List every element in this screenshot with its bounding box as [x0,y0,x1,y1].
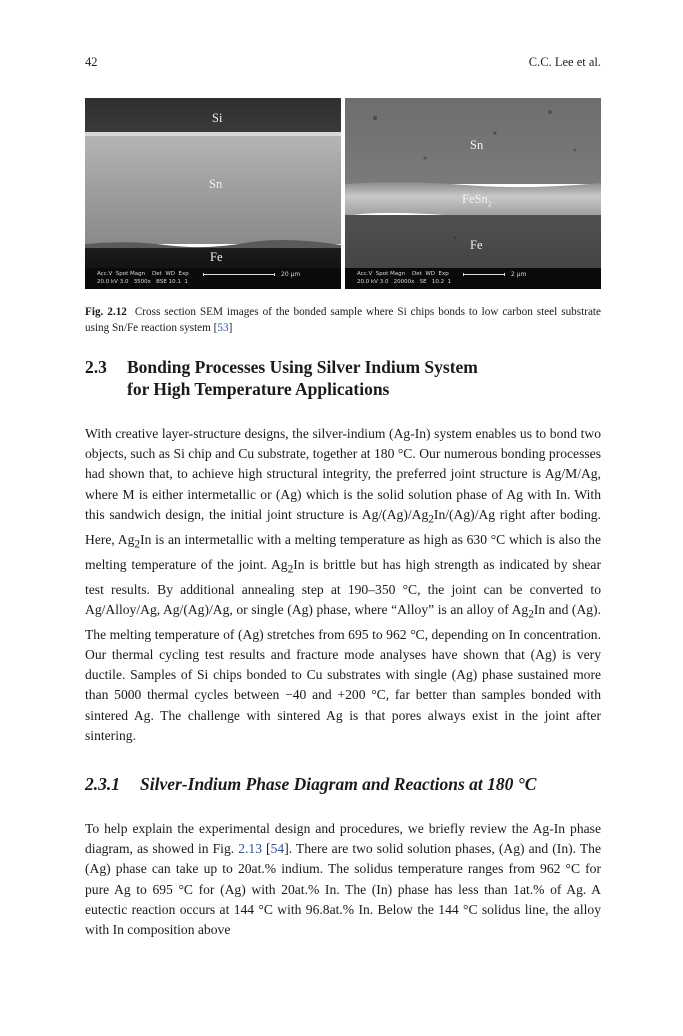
label-fesn2 [462,192,492,209]
para2-text-3: ]. There are two solid solution phases, (Ag) and (In). The (Ag) phase can take up to 20at.% indium. The solidus temperature ranges from 962 °C for pure Ag to 695 °C for (Ag) with 20at.% In. The (In) phase has less than 1at.% of Ag. A eutectic reaction occurs at 144 °C with 96.8at.% In. Below the 144 °C solidus line, the alloy with In composition above [85,841,601,938]
info-values: 20.0 kV 3.0 20000x SE 10.2 1 [357,279,452,285]
label-sn: Sn [209,177,223,191]
para1-text-2: In/(Ag)/Ag right after boding. Here, Ag [85,506,601,547]
caption-label: Fig. 2.12 [85,306,127,318]
label-fe: Fe [470,238,483,252]
subsection-title: Silver-Indium Phase Diagram and Reactions at 180 °C [140,774,537,794]
scale-label: 2 µm [511,271,527,278]
subscript: 2 [528,608,534,621]
label-si: Si [212,111,223,125]
section-title-line1: Bonding Processes Using Silver Indium System [127,357,478,377]
scale-bar [203,273,275,276]
para1-text-4: In is brittle but has high strength as indicated by shear test results. By additional annealing step at 190–350 °C, the joint can be converted to Ag/Alloy/Ag, Ag/(Ag)/Ag, or single (Ag) phase, where “Alloy” is an alloy of Ag [85,556,601,617]
section-title-line2: for High Temperature Applications [127,379,390,399]
figure-caption [85,304,601,336]
scale-label: 20 µm [281,271,301,278]
sem-image-right [345,98,601,289]
subscript: 2 [134,538,141,551]
para2-text-1: To help explain the experimental design and procedures, we briefly review the Ag-In phase diagram, as showed in Fig. [85,821,601,857]
subscript: 2 [428,513,434,526]
scale-bar [463,273,505,276]
figure-2-12 [85,98,601,289]
label-sn: Sn [470,138,484,152]
body-paragraph-2 [85,819,601,940]
info-header: Acc.V Spot Magn Det WD Exp [97,271,189,277]
para1-text-3: In is an intermetallic with a melting temperature as high as 630 °C which is also the melting temperature of the joint. Ag [85,531,601,572]
subscript: 2 [287,563,294,576]
sem-image-left [85,98,341,289]
sem-info-bar-right [345,268,601,289]
info-values: 20.0 kV 3.0 3500x BSE 10.1 1 [97,279,188,285]
fesn2-text: FeSn [462,192,488,206]
citation-link[interactable]: 54 [270,841,285,857]
fesn2-subscript: 2 [487,199,492,209]
caption-citation-link[interactable]: 53 [217,322,229,334]
running-authors: C.C. Lee et al. [528,55,601,69]
figure-reference-link[interactable]: 2.13 [238,841,262,857]
section-title [127,356,587,400]
caption-text: Cross section SEM images of the bonded sample where Si chips bonds to low carbon steel substrate using Sn/Fe reaction system [ [85,306,601,334]
sem-info-bar-left [85,268,341,289]
caption-close: ] [228,322,233,334]
para2-text-2: [ [262,841,271,857]
para1-text-5: In and (Ag). The melting temperature of (Ag) stretches from 695 to 962 °C, depending on In concentration. Our thermal cycling test results and fracture mode analyses have shown that (Ag) is very ductile. Samples of Si chips bonded to Cu substrates with single (Ag) phase sustained more than 5000 thermal cycles between −40 and +200 °C, far better than samples bonded with sintered Ag. The challenge with sintered Ag is that pores always exist in the joint after sintering. [85,601,601,743]
label-fe: Fe [210,250,223,264]
para1-text-1: With creative layer-structure designs, the silver-indium (Ag-In) system enables us to bond two objects, such as Si chip and Cu substrate, together at 180 °C. Our numerous bonding processes had shown that, to achieve high structural integrity, the preferred joint structure is Ag/M/Ag, where M is either intermetallic or (Ag) which is the solid solution phase of Ag with In. With this sandwich design, the initial joint structure is Ag/(Ag)/Ag [85,426,601,522]
running-head [85,55,601,71]
info-header: Acc.V Spot Magn Det WD Exp [357,271,449,277]
page-number: 42 [85,55,98,69]
subsection-number: 2.3.1 [85,774,120,794]
section-number: 2.3 [85,357,107,377]
body-paragraph-1 [85,424,601,746]
